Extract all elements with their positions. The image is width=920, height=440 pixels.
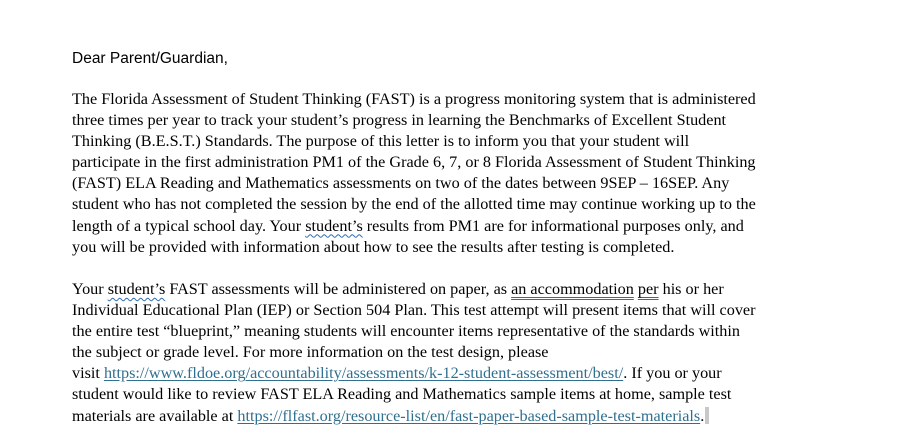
text-line: the entire test “blueprint,” meaning students will encounter items representative of the standards within: [72, 322, 740, 341]
salutation: Dear Parent/Guardian,: [72, 50, 228, 67]
paragraph-1: [72, 89, 862, 258]
proofing-flagged-word[interactable]: student’s: [305, 216, 363, 235]
text-line: the subject or grade level. For more information on the test design, please: [72, 343, 549, 362]
grammar-flagged-phrase[interactable]: per: [637, 280, 659, 298]
text-line: you will be provided with information about how to see the results after testing is completed.: [72, 237, 675, 256]
text-run: .: [700, 406, 705, 425]
flfast-sample-materials-link[interactable]: https://flfast.org/resource-list/en/fast-paper-based-sample-test-materials: [237, 406, 701, 425]
text-line: Thinking (B.E.S.T.) Standards. The purpose of this letter is to inform you that your student will: [72, 132, 690, 151]
text-line: [72, 406, 862, 427]
text-line: participate in the first administration PM1 of the Grade 6, 7, or 8 Florida Assessment of Student Thinking: [72, 153, 756, 172]
paragraph-2: [72, 279, 862, 427]
text-run: visit: [72, 364, 104, 383]
text-run: length of a typical school day. Your: [72, 216, 306, 235]
fldoe-best-link[interactable]: https://www.fldoe.org/accountability/assessments/k-12-student-assessment/best/: [103, 364, 624, 383]
text-run: materials are available at: [72, 406, 238, 425]
text-line: [72, 279, 862, 300]
text-line: student would like to review FAST ELA Reading and Mathematics sample items at home, sample test: [72, 385, 732, 404]
text-run: Your: [72, 280, 108, 298]
text-run: FAST assessments will be administered on paper, as: [165, 280, 512, 298]
text-line: student who has not completed the session by the end of the allotted time may continue working up to the: [72, 195, 756, 214]
text-line: [72, 363, 862, 384]
proofing-flagged-word[interactable]: student’s: [107, 280, 166, 298]
text-line: [72, 216, 862, 237]
text-line: Individual Educational Plan (IEP) or Section 504 Plan. This test attempt will present items that will cover: [72, 301, 756, 320]
text-line: (FAST) ELA Reading and Mathematics assessments on two of the dates between 9SEP – 16SEP. Any: [72, 174, 730, 193]
text-line: three times per year to track your student’s progress in learning the Benchmarks of Excellent Student: [72, 111, 727, 130]
text-run: his or her: [658, 280, 724, 298]
text-cursor: [705, 407, 709, 424]
text-line: The Florida Assessment of Student Thinking (FAST) is a progress monitoring system that is administered: [72, 90, 756, 108]
grammar-flagged-phrase[interactable]: an accommodation: [511, 280, 634, 298]
text-run: results from PM1 are for informational purposes only, and: [362, 216, 744, 235]
text-run: . If you or your: [623, 364, 722, 383]
